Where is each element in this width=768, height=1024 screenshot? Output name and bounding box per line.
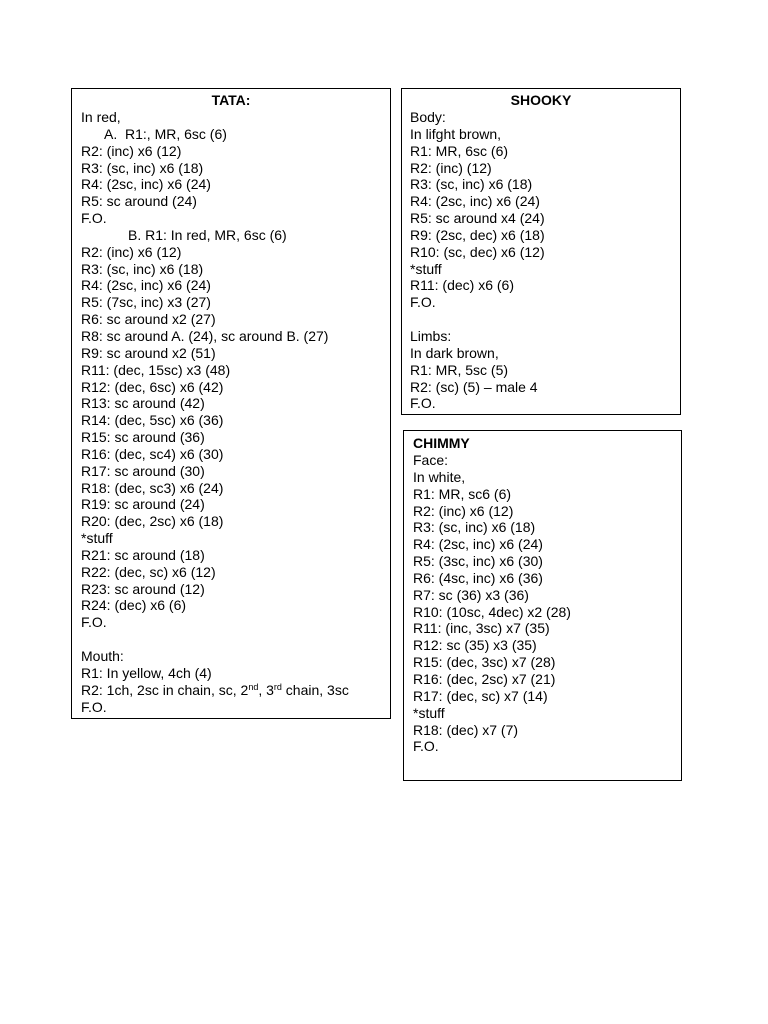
mouth-r2-line xyxy=(81,682,390,699)
pattern-line: R15: (dec, 3sc) x7 (28) xyxy=(413,654,556,671)
pattern-line: R9: (2sc, dec) x6 (18) xyxy=(410,226,545,243)
pattern-line: Mouth: xyxy=(81,648,124,664)
pattern-line: R22: (dec, sc) x6 (12) xyxy=(81,563,216,580)
pattern-line: R6: (4sc, inc) x6 (36) xyxy=(413,569,543,586)
pattern-line: R20: (dec, 2sc) x6 (18) xyxy=(81,513,224,530)
pattern-line: R19: sc around (24) xyxy=(81,496,205,513)
pattern-line: In dark brown, xyxy=(410,344,499,361)
pattern-line: Body: xyxy=(410,109,446,125)
pattern-line: R11: (dec) x6 (6) xyxy=(410,277,514,294)
pattern-line: R2: (inc) (12) xyxy=(410,159,492,176)
pattern-line: In white, xyxy=(413,468,466,485)
pattern-line: R11: (dec, 15sc) x3 (48) xyxy=(81,361,231,378)
pattern-line: *stuff xyxy=(81,530,113,547)
pattern-line: R1: MR, sc6 (6) xyxy=(413,485,512,502)
pattern-line: R3: (sc, inc) x6 (18) xyxy=(81,159,204,176)
pattern-line: R16: (dec, 2sc) x7 (21) xyxy=(413,670,556,687)
pattern-line: R5: (3sc, inc) x6 (30) xyxy=(413,553,543,570)
pattern-line: R13: sc around (42) xyxy=(81,395,205,412)
pattern-line: F.O. xyxy=(81,614,107,631)
pattern-line: R10: (10sc, 4dec) x2 (28) xyxy=(413,603,571,620)
pattern-line: R1: In yellow, 4ch (4) xyxy=(81,664,212,681)
pattern-line: R2: (sc) (5) – male 4 xyxy=(410,378,538,395)
pattern-line: R9: sc around x2 (51) xyxy=(81,344,216,361)
pattern-line: R16: (dec, sc4) x6 (30) xyxy=(81,445,224,462)
pattern-line: R5: sc around x4 (24) xyxy=(410,210,545,227)
pattern-line: R4: (2sc, inc) x6 (24) xyxy=(81,277,211,294)
pattern-line: R7: sc (36) x3 (36) xyxy=(413,586,529,603)
pattern-line: R4: (2sc, inc) x6 (24) xyxy=(413,536,543,553)
mouth-r2-part: , 3 xyxy=(258,681,274,698)
pattern-line: R3: (sc, inc) x6 (18) xyxy=(413,519,536,536)
mouth-r2-part: R2: 1ch, 2sc in chain, sc, 2 xyxy=(81,681,249,698)
pattern-line: R18: (dec, sc3) x6 (24) xyxy=(81,479,224,496)
pattern-line: R15: sc around (36) xyxy=(81,429,205,446)
pattern-line: R8: sc around A. (24), sc around B. (27) xyxy=(81,327,329,344)
pattern-line: R4: (2sc, inc) x6 (24) xyxy=(410,193,540,210)
pattern-line: *stuff xyxy=(410,260,442,277)
blank-line xyxy=(81,631,390,648)
pattern-line: R5: sc around (24) xyxy=(81,193,197,210)
pattern-line: R3: (sc, inc) x6 (18) xyxy=(410,176,533,193)
ordinal-suffix: nd xyxy=(248,681,259,692)
pattern-line: R11: (inc, 3sc) x7 (35) xyxy=(413,620,550,637)
pattern-line: R1: MR, 5sc (5) xyxy=(410,361,509,378)
pattern-line: F.O. xyxy=(413,738,439,755)
pattern-line: *stuff xyxy=(413,704,445,721)
pattern-line: R10: (sc, dec) x6 (12) xyxy=(410,243,545,260)
pattern-line: Face: xyxy=(413,452,449,468)
pattern-line: R12: (dec, 6sc) x6 (42) xyxy=(81,378,224,395)
mouth-r2-part: chain, 3sc xyxy=(281,681,349,698)
pattern-line: Limbs: xyxy=(410,327,452,344)
pattern-line: F.O. xyxy=(410,395,436,412)
pattern-line: R17: (dec, sc) x7 (14) xyxy=(413,687,548,704)
pattern-line: In red, xyxy=(81,109,121,125)
tata-pattern-box xyxy=(71,88,391,719)
pattern-line: R17: sc around (30) xyxy=(81,462,205,479)
pattern-line: A. R1:, MR, 6sc (6) xyxy=(104,125,227,142)
chimmy-pattern-box xyxy=(403,430,682,781)
shooky-pattern-box xyxy=(401,88,681,415)
pattern-line: R18: (dec) x7 (7) xyxy=(413,721,519,738)
chimmy-title: CHIMMY xyxy=(413,435,470,451)
pattern-line: R24: (dec) x6 (6) xyxy=(81,597,187,614)
pattern-line: R21: sc around (18) xyxy=(81,546,205,563)
pattern-line: R1: MR, 6sc (6) xyxy=(410,142,509,159)
tata-title: TATA: xyxy=(211,92,251,108)
pattern-line: F.O. xyxy=(81,698,107,715)
pattern-line: R2: (inc) x6 (12) xyxy=(81,142,182,159)
pattern-line: R14: (dec, 5sc) x6 (36) xyxy=(81,412,224,429)
pattern-line: R3: (sc, inc) x6 (18) xyxy=(81,260,204,277)
pattern-line: B. R1: In red, MR, 6sc (6) xyxy=(128,226,287,243)
pattern-line: R4: (2sc, inc) x6 (24) xyxy=(81,176,211,193)
pattern-line: In lifght brown, xyxy=(410,125,502,142)
pattern-line: R2: (inc) x6 (12) xyxy=(413,502,514,519)
pattern-line: F.O. xyxy=(410,294,436,311)
pattern-line: R6: sc around x2 (27) xyxy=(81,311,216,328)
shooky-title: SHOOKY xyxy=(510,92,572,108)
pattern-line: R23: sc around (12) xyxy=(81,580,205,597)
pattern-line: F.O. xyxy=(81,210,107,227)
pattern-line: R12: sc (35) x3 (35) xyxy=(413,637,537,654)
blank-line xyxy=(410,311,680,328)
ordinal-suffix: rd xyxy=(273,681,282,692)
pattern-line: R2: (inc) x6 (12) xyxy=(81,243,182,260)
pattern-line: R5: (7sc, inc) x3 (27) xyxy=(81,294,211,311)
